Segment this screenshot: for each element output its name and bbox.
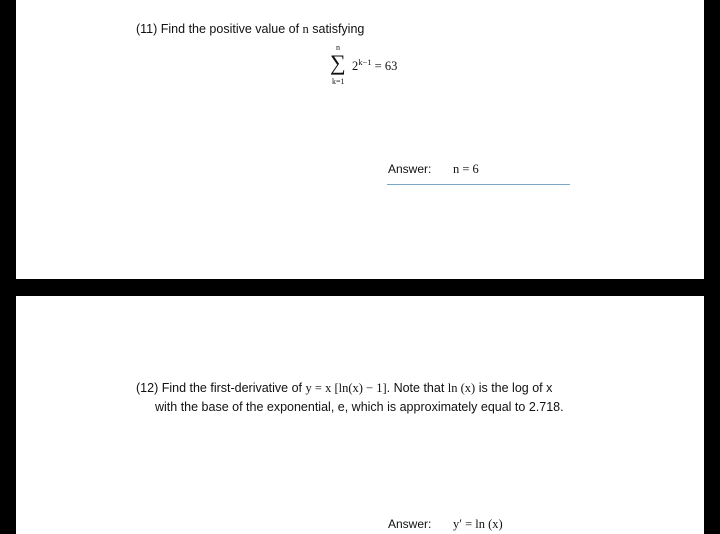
summation-term: [352, 59, 397, 73]
document-page-1: [16, 0, 704, 279]
problem-11-prompt-after: satisfying: [308, 22, 365, 36]
summation-upper-limit: n: [336, 43, 340, 52]
problem-11-variable: n: [302, 22, 309, 36]
problem-12-answer-label: Answer:: [388, 517, 432, 531]
problem-12-ln-expression: ln (x): [447, 381, 476, 395]
summation-lower-limit: k=1: [332, 77, 345, 86]
problem-12-prompt-mid: . Note that: [386, 381, 448, 395]
summation-rhs: = 63: [371, 59, 398, 73]
problem-12-prompt-after: is the log of x: [475, 381, 553, 395]
summation-sigma: ∑: [330, 50, 346, 75]
document-page-2: [16, 296, 704, 534]
problem-12-prompt-line-1: [136, 379, 552, 398]
problem-11-answer-underline: [387, 184, 570, 185]
summation-base: 2: [352, 59, 359, 73]
summation-exponent: k−1: [358, 57, 372, 67]
problem-11-prompt-before: (11) Find the positive value of: [136, 22, 303, 36]
problem-12-prompt-before: (12) Find the first-derivative of: [136, 381, 306, 395]
problem-11-equation: [330, 44, 430, 90]
problem-11-prompt: [136, 20, 364, 39]
problem-11-answer-value: n = 6: [453, 162, 479, 176]
problem-12-equation: y = x [ln(x) − 1]: [305, 381, 387, 395]
problem-12-answer-value: y′ = ln (x): [453, 517, 503, 531]
problem-12-prompt-line-2: with the base of the exponential, e, which is approximately equal to 2.718.: [155, 400, 564, 414]
problem-11-answer-label: Answer:: [388, 162, 432, 176]
